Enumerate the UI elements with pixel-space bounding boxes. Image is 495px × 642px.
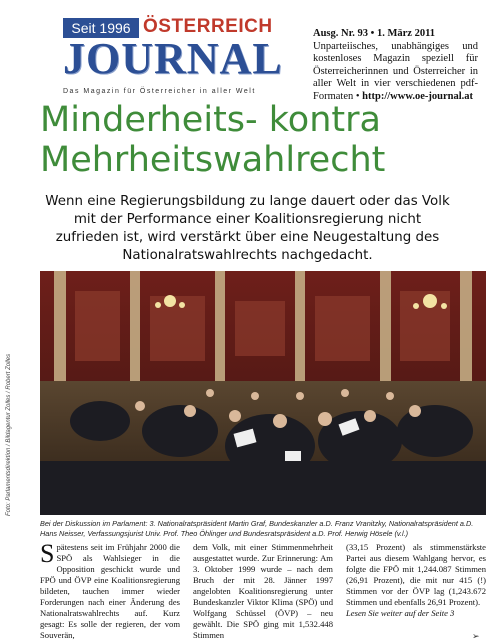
article-column-1 (40, 539, 180, 641)
read-more-link[interactable]: Lesen Sie weiter auf der Seite 3 (346, 608, 455, 618)
headline-line-2: Mehrheitswahlrecht (40, 140, 386, 180)
parliament-photo (40, 271, 486, 515)
article-column-1-text: pätestens seit im Frühjahr 2000 die SPÖ als Wahlsieger in die Opposition geschickt wurde und FPÖ und ÖVP eine Koalitionsregierung bildeten, tauchen immer wieder Forderungen nach einer Änderung des Nationalratswahlrechts auf. Kurz gesagt: Es solle der regieren, der vom Souverän, (40, 542, 180, 640)
logo-tagline: Das Magazin für Österreicher in aller Welt (63, 88, 256, 95)
article-column-3 (346, 542, 486, 619)
headline-line-1: Minderheits- kontra (40, 100, 381, 140)
issue-url[interactable]: http://www.oe-journal.at (362, 90, 474, 102)
logo-seit-badge: Seit 1996 (63, 18, 139, 38)
parliament-photo-illustration (40, 271, 486, 515)
drop-cap: S (40, 539, 55, 568)
deck-subtitle: Wenn eine Regierungsbildung zu lange dauert oder das Volk mit der Performance einer Koalitionsregierung nicht zufrieden ist, wird verstärkt über eine Neugestaltung des Nationalratswahlrechts nachgedacht. (45, 194, 450, 263)
article-body (40, 539, 486, 642)
article-column-2: dem Volk, mit einer Stimmenmehrheit ausgestattet wurde. Zur Erinnerung: Am 3. Oktober 1999 wurde – nach dem Bruch der mit 28. Jänner 1997 angelobten Koalitionsregierung unter Bundeskanzler Viktor Klima (SPÖ) und Wolfgang Schüssel (ÖVP) – neu gewählt. Die SPÖ ging mit 1,532.448 Stimmen (193, 542, 333, 640)
article-column-3-text: (33,15 Prozent) als stimmenstärkste Partei aus diesem Wahlgang hervor, es folgte die FPÖ mit 1,244.087 Stimmen (26,91 Prozent), die mit nur 415 (!) Stimmen vor der ÖVP lag (1,243.672 Stimmen und ebenfalls 26,91 Prozent). (346, 542, 486, 607)
logo-oesterreich: ÖSTERREICH (143, 16, 273, 37)
issue-description: Unparteiisches, unabhängiges und kostenloses Magazin speziell für Österreicherinnen und Österreicher in aller Welt in vier verschiedenen pdf-Formaten • (313, 40, 478, 102)
arrow-right-icon: ➢ (472, 632, 480, 642)
issue-number: Ausg. Nr. 93 • 1. März 2011 (313, 28, 435, 39)
logo-journal: JOURNAL (63, 34, 283, 83)
photo-credit: Foto: Parlamentsdirektion / Bildagentur Zolles / Robert Zolles (6, 353, 12, 516)
photo-caption: Bei der Diskussion im Parlament: 3. Nationalratspräsident Martin Graf, Bundeskanzler a.D. Franz Vranitzky, Nationalratspräsident a.D. Hans Neisser, Verfassungsjurist Univ. Prof. Theo Öhlinger und Bundesratspräsident a.D. Prof. Herwig Hösele (v.l.) (40, 519, 474, 538)
headline (40, 100, 485, 180)
issue-info (313, 28, 478, 103)
journal-logo (63, 16, 283, 95)
